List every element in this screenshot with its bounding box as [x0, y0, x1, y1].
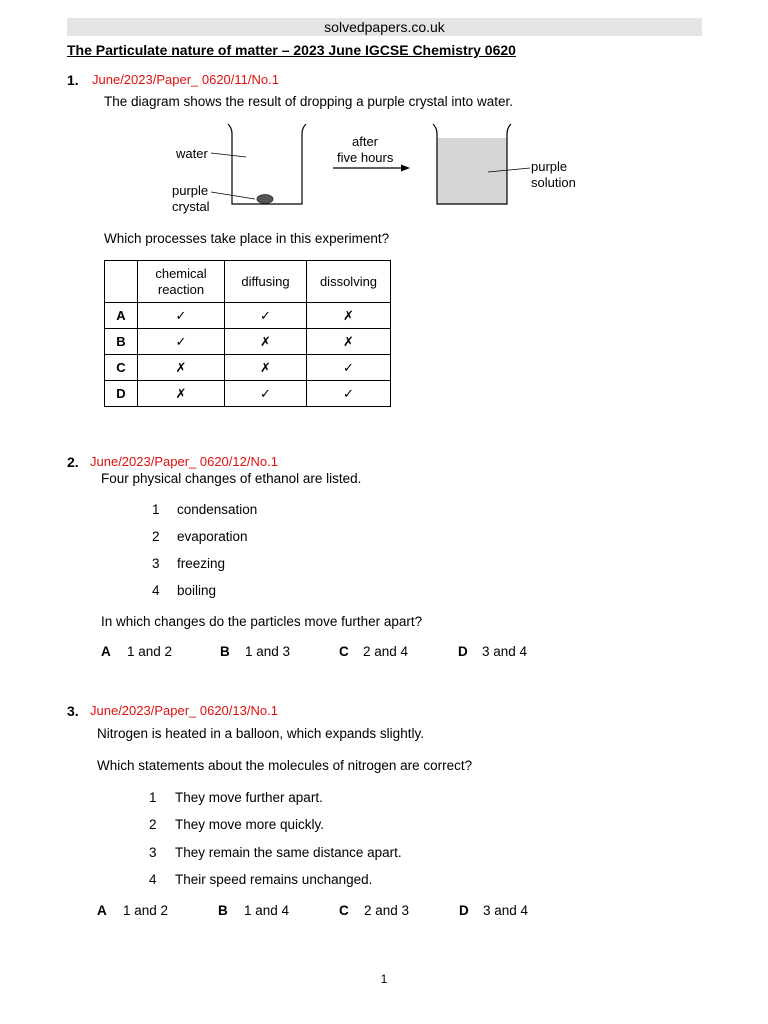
label-crystal-line2: crystal	[172, 199, 210, 214]
q2-item-text: condensation	[177, 502, 258, 517]
q1-number: 1.	[67, 72, 79, 88]
table-cell: ✗	[225, 355, 307, 381]
label-crystal-line1: purple	[172, 183, 209, 198]
q3-option-text: 2 and 3	[364, 903, 410, 918]
q3-stem: Nitrogen is heated in a balloon, which expands slightly.	[97, 726, 424, 741]
table-cell: ✓	[138, 303, 225, 329]
header-diffusing: diffusing	[225, 261, 307, 303]
q2-item-text: boiling	[177, 583, 217, 598]
q2-item-number: 4	[152, 583, 160, 598]
q3-reference: June/2023/Paper_ 0620/13/No.1	[90, 703, 278, 718]
q2-reference: June/2023/Paper_ 0620/12/No.1	[90, 454, 278, 469]
header-chemical-line1: chemical	[155, 265, 207, 281]
q3-item-number: 3	[149, 845, 157, 860]
q1-process-table	[104, 260, 391, 407]
table-cell: ✓	[225, 303, 307, 329]
q3-item-text: They remain the same distance apart.	[175, 845, 402, 860]
q2-stem: Four physical changes of ethanol are listed.	[101, 471, 362, 486]
water-pointer	[211, 153, 246, 157]
table-cell: ✓	[225, 381, 307, 407]
label-five-hours: five hours	[337, 150, 394, 165]
purple-crystal-shape	[257, 195, 273, 204]
beaker-left	[228, 124, 306, 204]
q2-item-number: 1	[152, 502, 160, 517]
table-row	[105, 329, 391, 355]
q2-option-letter: B	[220, 644, 230, 659]
table-cell: ✓	[138, 329, 225, 355]
crystal-pointer	[211, 192, 255, 199]
q2-option-letter: A	[101, 644, 111, 659]
q3-option-letter: A	[97, 903, 107, 918]
label-solution-line1: purple	[531, 159, 568, 174]
table-row	[105, 355, 391, 381]
label-after: after	[352, 134, 379, 149]
q2-item-number: 3	[152, 556, 160, 571]
table-row	[105, 303, 391, 329]
page-title: The Particulate nature of matter – 2023 June IGCSE Chemistry 0620	[67, 42, 516, 58]
q2-option-text: 1 and 2	[127, 644, 173, 659]
q3-item-text: They move further apart.	[175, 790, 323, 805]
q3-item-number: 4	[149, 872, 157, 887]
header-chemical-reaction	[138, 261, 225, 303]
q2-option-text: 2 and 4	[363, 644, 409, 659]
q2-option-text: 1 and 3	[245, 644, 291, 659]
q3-item-text: Their speed remains unchanged.	[175, 872, 373, 887]
table-cell: ✗	[225, 329, 307, 355]
table-cell: ✗	[138, 381, 225, 407]
page-number: 1	[380, 972, 388, 986]
q2-option-letter: D	[458, 644, 468, 659]
table-cell: ✗	[138, 355, 225, 381]
site-name: solvedpapers.co.uk	[324, 19, 445, 35]
label-water: water	[176, 146, 208, 161]
table-cell: ✗	[307, 329, 391, 355]
q3-item-number: 1	[149, 790, 157, 805]
q3-option-letter: C	[339, 903, 349, 918]
table-corner-cell	[105, 261, 138, 303]
q2-item-text: evaporation	[177, 529, 248, 544]
q3-option-text: 3 and 4	[483, 903, 529, 918]
q3-option-letter: D	[459, 903, 469, 918]
row-label: D	[105, 381, 138, 407]
q2-number: 2.	[67, 454, 79, 470]
q3-question: Which statements about the molecules of nitrogen are correct?	[97, 758, 473, 773]
row-label: B	[105, 329, 138, 355]
q3-option-text: 1 and 4	[244, 903, 290, 918]
q3-option-text: 1 and 2	[123, 903, 169, 918]
q1-reference: June/2023/Paper_ 0620/11/No.1	[92, 72, 279, 87]
label-solution-line2: solution	[531, 175, 576, 190]
table-cell: ✗	[307, 303, 391, 329]
row-label: C	[105, 355, 138, 381]
q2-question: In which changes do the particles move further apart?	[101, 614, 423, 629]
q1-diagram	[0, 0, 768, 240]
q2-option-text: 3 and 4	[482, 644, 528, 659]
table-cell: ✓	[307, 355, 391, 381]
q3-option-letter: B	[218, 903, 228, 918]
q3-item-number: 2	[149, 817, 157, 832]
q3-number: 3.	[67, 703, 79, 719]
q3-item-text: They move more quickly.	[175, 817, 325, 832]
q2-item-text: freezing	[177, 556, 226, 571]
header-dissolving: dissolving	[307, 261, 391, 303]
q2-option-letter: C	[339, 644, 349, 659]
arrow-head	[401, 165, 410, 172]
table-header-row	[105, 261, 391, 303]
table-row	[105, 381, 391, 407]
q1-question: Which processes take place in this experiment?	[104, 231, 390, 246]
row-label: A	[105, 303, 138, 329]
q2-item-number: 2	[152, 529, 160, 544]
header-chemical-line2: reaction	[157, 281, 205, 297]
q1-stem: The diagram shows the result of dropping a purple crystal into water.	[104, 94, 513, 109]
table-cell: ✓	[307, 381, 391, 407]
